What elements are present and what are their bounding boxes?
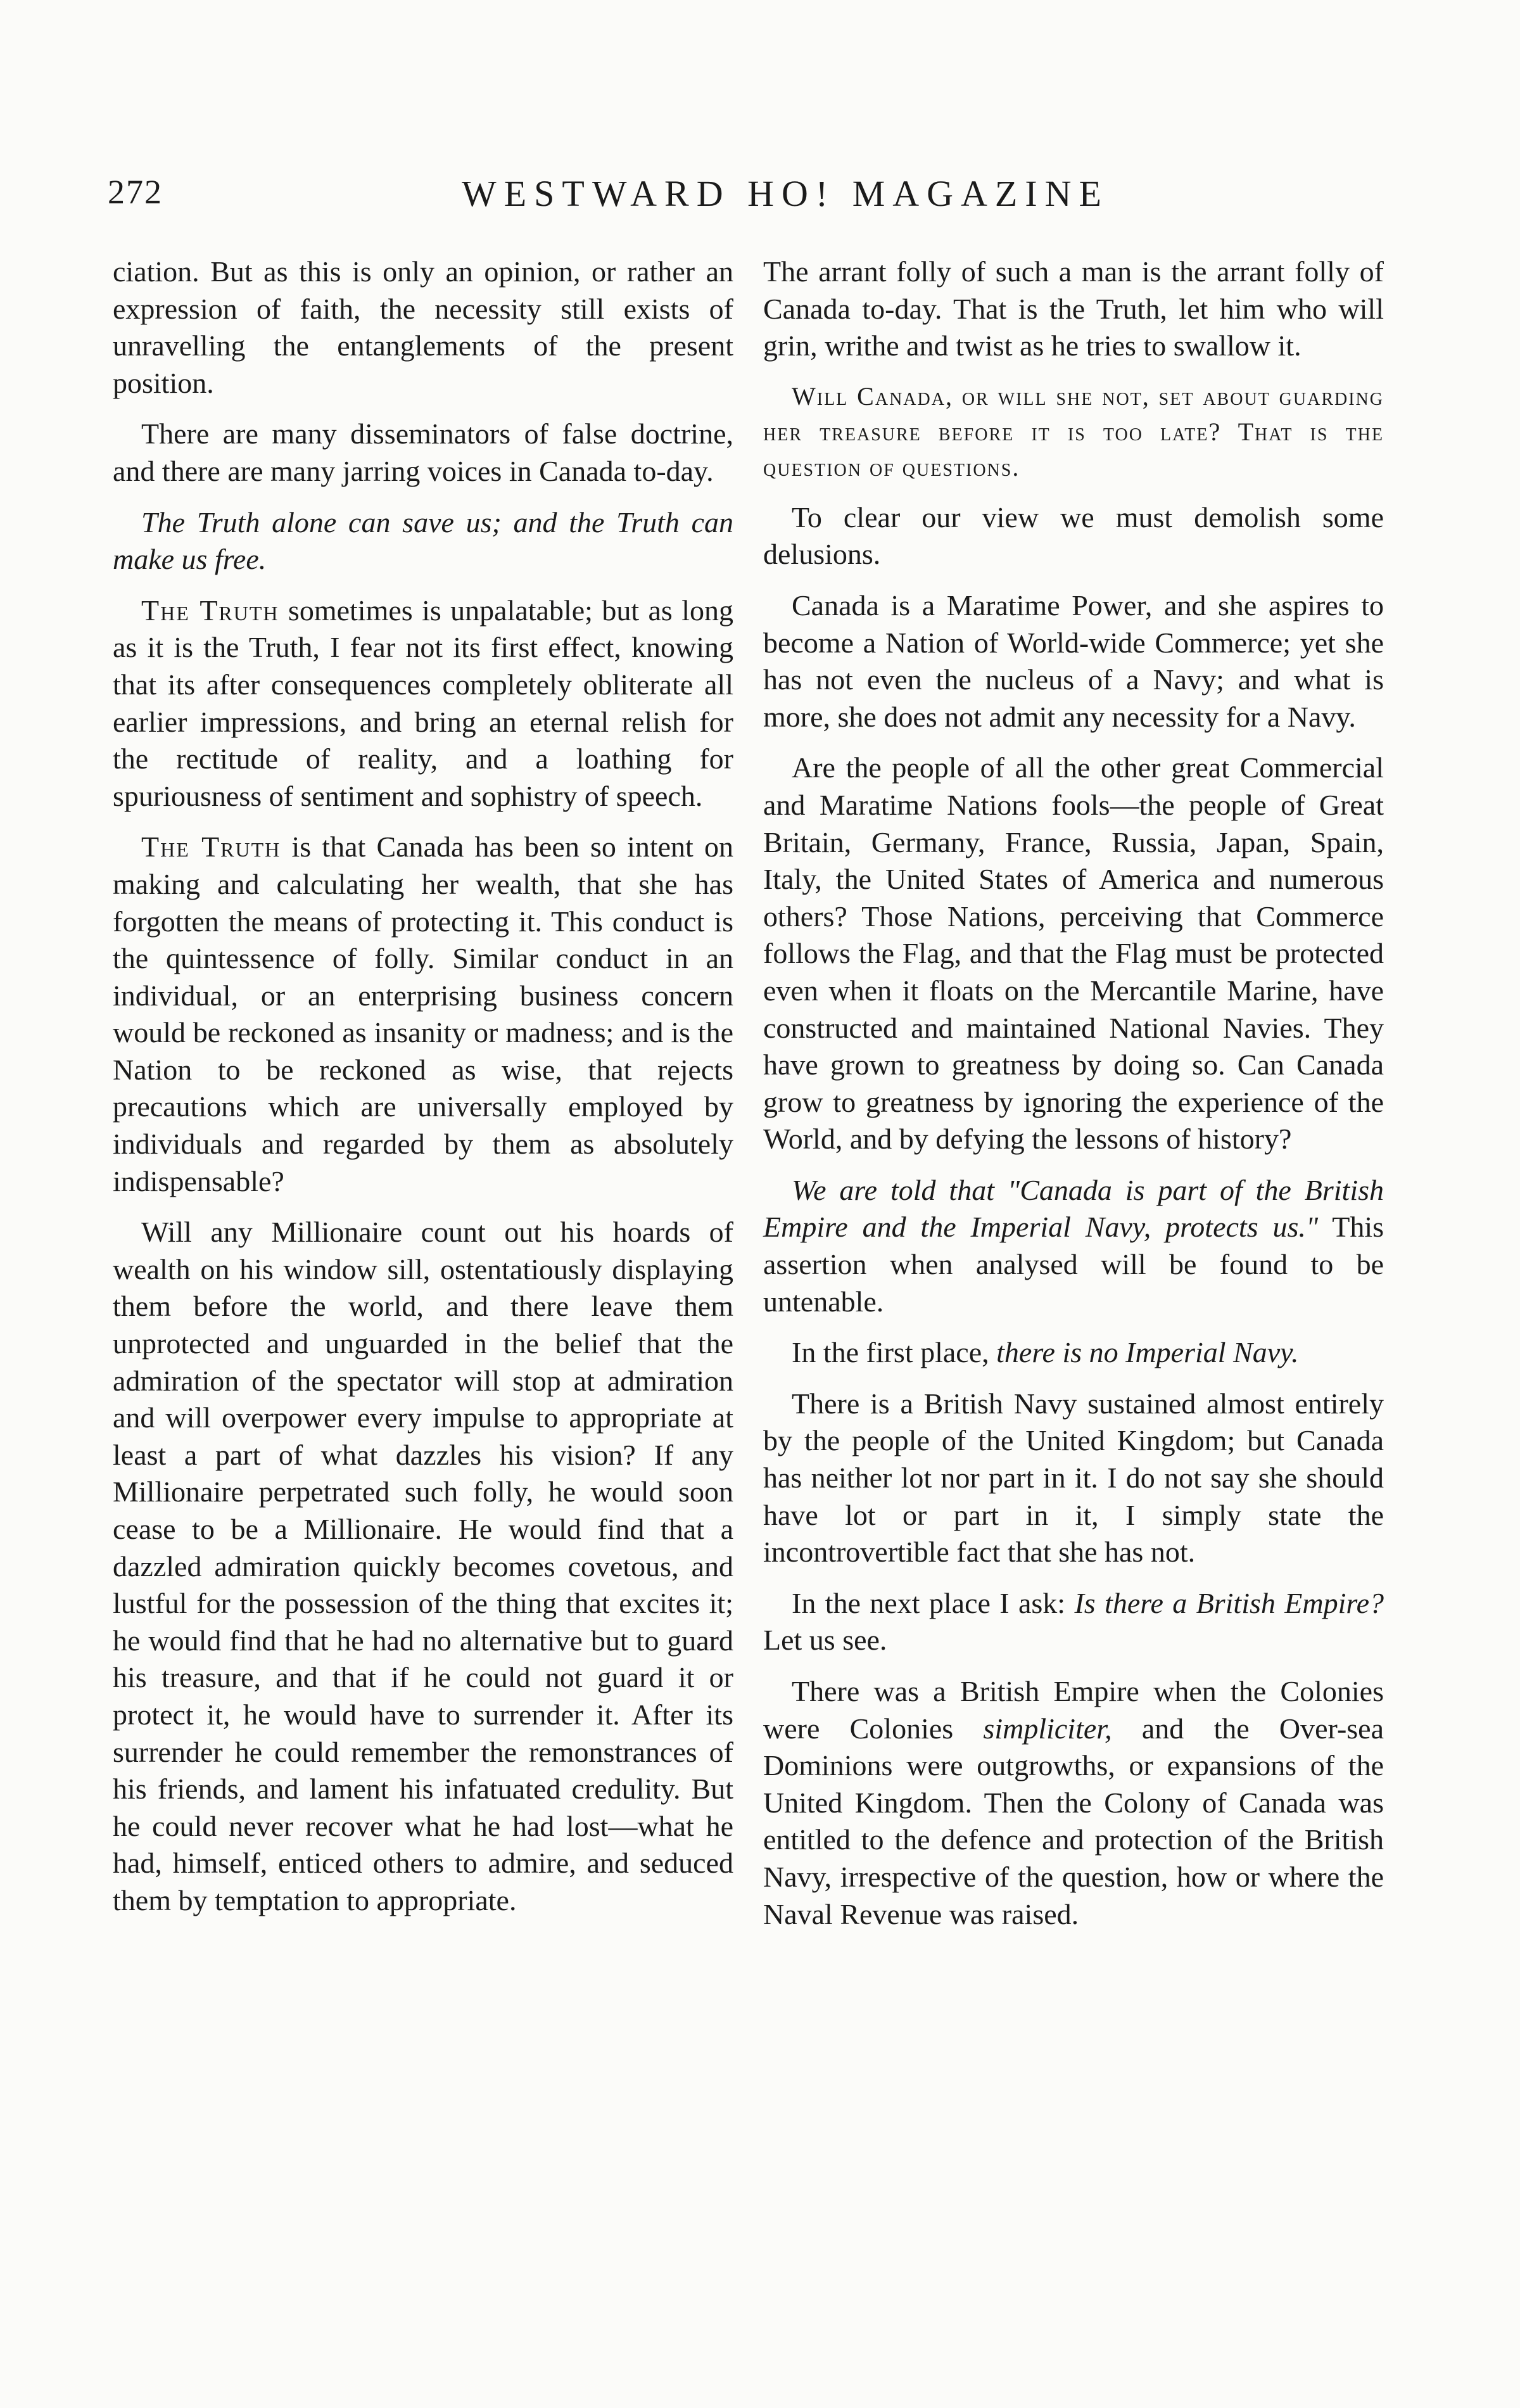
italic-motto — [113, 504, 733, 578]
paragraph: Will any Millionaire count out his hoards of wealth on his window sill, ostentatiously displaying them before the world, and there leave them unprotected and unguarded in the belief that the admiration of the spectator will stop at admiration and will overpower every impulse to appropriate at least a part of what dazzles his vision? If any Millionaire perpetrated such folly, he would soon cease to be a Millionaire. He would find that a dazzled admiration quickly becomes covetous, and lustful for the possession of the thing that excites it; he would find that he had no alternative but to guard his treasure, and that if he could not guard it or protect it, he would have to surrender it. After its surrender he could remember the remonstrances of his friends, and lament his infatuated credulity. But he could never recover what he had lost—what he had, himself, enticed others to admire, and seduced them by temptation to appropriate. — [113, 1216, 733, 1916]
italic-text: Is there a British Empire? — [1074, 1586, 1384, 1619]
small-caps-lead: The Truth — [141, 831, 281, 863]
paragraph: The arrant folly of such a man is the arrant folly of Canada to-day. That is the Truth, let him who will grin, writhe and twist as he tries to swallow it. — [763, 255, 1384, 362]
running-title: WESTWARD HO! MAGAZINE — [461, 173, 1109, 214]
paragraph — [763, 1673, 1384, 1933]
paragraph — [113, 592, 733, 815]
paragraph: There are many disseminators of false doctrine, and there are many jarring voices in Canada to-day. — [113, 417, 733, 487]
paragraph: Are the people of all the other great Commercial and Maratime Nations fools—the people of Great Britain, Germany, France, Russia, Japan, Spain, Italy, the United States of America and numerous others? Those Nations, perceiving that Commerce follows the Flag, and that the Flag must be protected even when it floats on the Mercantile Marine, have constructed and maintained National Navies. They have grown to greatness by doing so. Can Canada grow to greatness by ignoring the experience of the World, and by defying the lessons of history? — [763, 751, 1384, 1156]
paragraph-text: This assertion when analysed will be found to be untenable. — [763, 1211, 1384, 1318]
paragraph-text: In the first place, — [792, 1336, 997, 1369]
paragraph: To clear our view we must demolish some delusions. — [763, 500, 1384, 571]
italic-text: there is no Imperial Navy. — [996, 1336, 1299, 1369]
paragraph: ciation. But as this is only an opinion, or rather an expression of faith, the necessity still exists of unravelling the entanglements of the present position. — [113, 255, 733, 399]
small-caps-question: Will Canada, or will she not, set about guarding her treasure before it is too late? That is the question of questions. — [763, 381, 1384, 481]
page-header — [108, 172, 1381, 229]
left-column — [113, 253, 733, 1933]
paragraph-text: Let us see. — [763, 1624, 887, 1657]
motto-text: The Truth alone can save us; and the Truth can make us free. — [113, 506, 733, 576]
paragraph — [763, 1172, 1384, 1320]
italic-text: simpliciter, — [983, 1712, 1112, 1745]
right-column — [763, 253, 1384, 1947]
small-caps-lead: The Truth — [141, 594, 279, 627]
paragraph-text: and the Over-sea Dominions were outgrowths, or expansions of the United Kingdom. Then the Colony of Canada was entitled to the defence and protection of the British Navy, irrespective of the question, how or where the Naval Revenue was raised. — [763, 1712, 1384, 1930]
paragraph — [113, 829, 733, 1200]
paragraph: Canada is a Maratime Power, and she aspires to become a Nation of World-wide Commerce; yet she has not even the nucleus of a Navy; and what is more, she does not admit any necessity for a Navy. — [763, 589, 1384, 733]
paragraph — [763, 1585, 1384, 1659]
paragraph: There is a British Navy sustained almost entirely by the people of the United Kingdom; but Canada has neither lot nor part in it. I do not say she should have lot or part in it, I simply state the incontrovertible fact that she has not. — [763, 1387, 1384, 1569]
page-number: 272 — [108, 173, 163, 211]
paragraph-text: is that Canada has been so intent on making and calculating her wealth, that she has forgotten the means of protecting it. This conduct is the quintessence of folly. Similar conduct in an individual, or an enterprising business concern would be reckoned as insanity or madness; and is the Nation to be reckoned as wise, that rejects precautions which are universally employed by individuals and regarded by them as absolutely indispensable? — [113, 831, 733, 1197]
paragraph-text: In the next place I ask: — [792, 1586, 1075, 1619]
paragraph — [763, 1334, 1384, 1372]
italic-quote: We are told that "Canada is part of the British Empire and the Imperial Navy, protects us." — [763, 1173, 1384, 1244]
paragraph-text: There was a British Empire when the Colonies were Colonies — [763, 1675, 1384, 1745]
paragraph-text: sometimes is unpalatable; but as long as it is the Truth, I fear not its first effect, knowing that its after consequences completely obliterate all earlier impressions, and bring an eternal relish for the rectitude of reality, and a loathing for spuriousness of sentiment and sophistry of speech. — [113, 594, 733, 812]
